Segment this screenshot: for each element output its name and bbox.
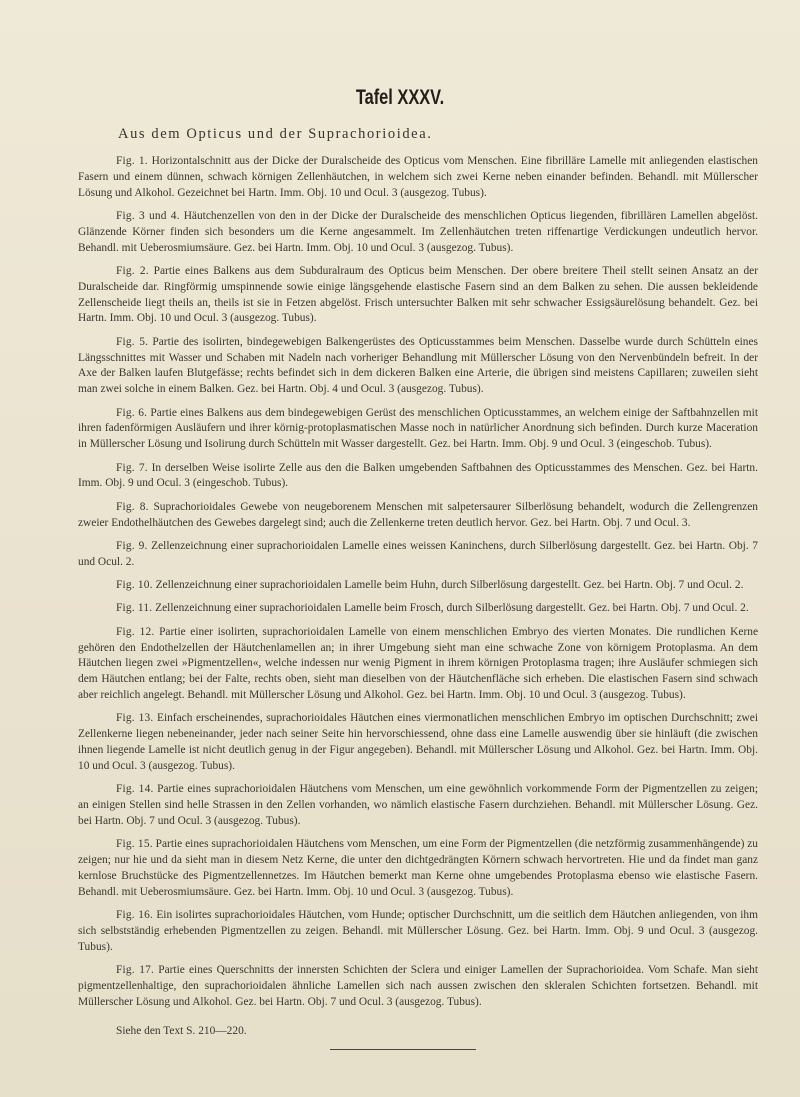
caption-label: Fig. 5. (116, 335, 149, 348)
caption-label: Fig. 2. (116, 264, 149, 277)
caption-fig-2 (78, 264, 758, 327)
caption-text: Partie des isolirten, bindegewebigen Balkengerüstes des Opticusstammes beim Menschen. Dasselbe wurde durch Schütteln eines Längsschnittes mit Wasser und Schaben mit Nadeln nach vorheriger Behandlung mit Müllerscher Lösung von den Nervenbündeln befreit. In der Axe der Balken laufen Blutgefässe; rechts befindet sich in dem dickeren Balken eine Arterie, die übrigen sind meistens Capillaren; zuweilen sieht man zwei solche in einem Balken. Gez. bei Hartn. Obj. 4 und Ocul. 3 (ausgezog. Tubus). (78, 335, 758, 396)
caption-text: Einfach erscheinendes, suprachorioidales Häutchen eines viermonatlichen menschlichen Embryo im optischen Durchschnitt; zwei Zellenkerne liegen nebeneinander, jeder nach seiner Seite hin hervorschiessend, ohne dass eine Lamelle auswendig über sie hinläuft (die zwischen ihnen liegende Lamelle ist nicht deutlich genug in der Figur angegeben). Behandl. mit Müllerscher Lösung und Alkohol. Gez. bei Hartn. Imm. Obj. 10 und Ocul. 3 (ausgezog. Tubus). (78, 712, 758, 772)
caption-text: Häutchenzellen von den in der Dicke der Duralscheide des menschlichen Opticus liegenden, fibrillären Lamellen abgelöst. Glänzende Körner finden sich besonders um die Kerne angesammelt. Im Zellenhäutchen treten riffenartige Verdickungen undeutlich hervor. Behandl. mit Ueberosmiumsäure. Gez. bei Hartn. Imm. Obj. 10 und Ocul. 3 (ausgezog. Tubus). (78, 209, 758, 254)
caption-fig-14 (78, 782, 758, 829)
caption-fig-15 (78, 837, 758, 900)
caption-label: Fig. 13. (116, 712, 154, 725)
caption-fig-3-4 (78, 209, 758, 256)
caption-text: Partie eines Querschnitts der innersten Schichten der Sclera und einiger Lamellen der Suprachorioidea. Vom Schafe. Man sieht pigmentzellenhaltige, den suprachorioidalen ähnliche Lamellen sich nach aussen zwischen den skleralen Schichten fortsetzen. Behandl. mit Müllerscher Lösung und Alkohol. Gez. bei Hartn. Obj. 7 und Ocul. 3 (ausgezog. Tubus). (78, 963, 758, 1008)
caption-text: Partie einer isolirten, suprachorioidalen Lamelle von einem menschlichen Embryo des vierten Monates. Die rundlichen Kerne gehören den Endothelzellen der Häutchenlamellen an; in ihrer Umgebung sieht man eine schwache Zone von körnigem Protoplasma. An dem Häutchen liegen zwei »Pigmentzellen«, welche indessen nur wenig Pigment in ihrem körnigen Protoplasma tragen; ihre Ausläufer schmiegen sich dem Häutchen entlang; bei der Falte, rechts oben, sieht man dieselben von der Häutchenfläche sich erheben. Die elastischen Fasern sind schwach aber reichlich angelegt. Behandl. mit Müllerscher Lösung und Alkohol. Gez. bei Hartn. Imm. Obj. 10 und Ocul. 3 (ausgezog. Tubus). (78, 625, 758, 702)
caption-text: Zellenzeichnung einer suprachorioidalen Lamelle eines weissen Kaninchens, durch Silberlösung dargestellt. Gez. bei Hartn. Obj. 7 und Ocul. 2. (78, 539, 758, 568)
caption-text: Partie eines suprachorioidalen Häutchens vom Menschen, um eine Form der Pigmentzellen (die netzförmig zusammenhängende) zu zeigen; nur hie und da sieht man in diesem Netz Kerne, die unter den dichtgedrängten Körnern schwach hervortreten. Hie und da findet man ganz kernlose Bruchstücke des Pigmentzellennetzes. Im Häutchen bemerkt man Kerne ohne umgebendes Protoplasma ebenso wie elastische Fasern. Behandl. mit Ueberosmiumsäure. Gez. bei Hartn. Imm. Obj. 10 und Ocul. 3 (ausgezog. Tubus). (78, 838, 758, 898)
caption-fig-8 (78, 500, 758, 532)
caption-text: Partie eines Balkens aus dem Subduralraum des Opticus beim Menschen. Der obere breitere Theil stellt seinen Ansatz an der Duralscheide dar. Ringförmig umspinnende sowie einige längsgehende elastische Fasern sind an dem Balken zu sehen. Die aussen bekleidende Zellenscheide liegt theils an, theils ist sie in Fetzen abgelöst. Frisch untersuchter Balken mit sehr schwacher Essigsäurelösung behandelt. Gez. bei Hartn. Imm. Obj. 10 und Ocul. 3 (ausgezog. Tubus). (78, 264, 758, 325)
caption-fig-5 (78, 335, 758, 398)
caption-label: Fig. 8. (116, 500, 149, 513)
caption-text: Partie eines suprachorioidalen Häutchens vom Menschen, um eine gewöhnlich vorkommende Form der Pigmentzellen zu zeigen; an einigen Stellen sind helle Strassen in den Zellen vorhanden, wo nämlich elastische Fasern durchziehen. Behandl. mit Müllerscher Lösung. Gez. bei Hartn. Obj. 7 und Ocul. 3 (ausgezog. Tubus). (78, 783, 758, 827)
caption-label: Fig. 1. (116, 155, 148, 167)
caption-fig-7 (78, 461, 758, 493)
caption-label: Fig. 7. (116, 461, 148, 474)
caption-fig-10 (78, 578, 758, 594)
caption-fig-9 (78, 539, 758, 571)
caption-text: Zellenzeichnung einer suprachorioidalen Lamelle beim Huhn, durch Silberlösung dargestellt. Gez. bei Hartn. Obj. 7 und Ocul. 2. (155, 579, 744, 592)
caption-label: Fig. 3 und 4. (116, 209, 180, 222)
plate-title: Tafel XXXV. (355, 86, 445, 109)
caption-fig-11 (78, 601, 758, 617)
caption-text: Partie eines Balkens aus dem bindegewebigen Gerüst des menschlichen Opticusstammes, an welchem einige der Saftbahnzellen mit ihren fadenförmigen Ausläufern und ihrer körnig-protoplasmatischen Masse noch in natürlicher Anordnung sich befinden. Durch kurze Maceration in Müllerscher Lösung und Isolirung durch Schütteln mit Wasser dargestellt. Gez. bei Hartn. Imm. Obj. 9 und Ocul. 3 (eingeschob. Tubus). (78, 406, 758, 451)
bottom-divider (330, 1049, 476, 1050)
caption-fig-17 (78, 963, 758, 1010)
caption-label: Fig. 9. (116, 539, 148, 552)
caption-text: Suprachorioidales Gewebe von neugeborenem Menschen mit salpetersaurer Silberlösung behandelt, wodurch die Zellengrenzen zweier Endothelhäutchen des Gewebes dargelegt sind; auch die Zellenkerne treten deutlich hervor. Gez. bei Hartn. Obj. 7 und Ocul. 3. (78, 500, 758, 529)
caption-text: In derselben Weise isolirte Zelle aus den die Balken umgebenden Saftbahnen des Opticusstammes des Menschen. Gez. bei Hartn. Imm. Obj. 9 und Ocul. 3 (eingeschob. Tubus). (78, 461, 758, 490)
caption-label: Fig. 15. (116, 838, 153, 851)
caption-fig-16 (78, 908, 758, 955)
caption-text: Ein isolirtes suprachorioidales Häutchen, vom Hunde; optischer Durchschnitt, um die seitlich dem Häutchen anliegenden, von ihm sich selbstständig erhebenden Pigmentzellen zu zeigen. Behandl. mit Müllerscher Lösung. Gez. bei Hartn. Imm. Obj. 9 und Ocul. 3 (ausgezog. Tubus). (78, 908, 758, 953)
caption-label: Fig. 10. (116, 579, 153, 592)
caption-label: Fig. 14. (116, 783, 154, 796)
caption-fig-1 (78, 154, 758, 201)
caption-label: Fig. 11. (116, 602, 153, 615)
caption-label: Fig. 6. (116, 406, 148, 419)
caption-fig-13 (78, 711, 758, 774)
see-text-reference: Siehe den Text S. 210—220. (116, 1025, 247, 1038)
caption-fig-6 (78, 406, 758, 453)
plate-subtitle: Aus dem Opticus und der Suprachorioidea. (118, 126, 433, 142)
caption-text: Horizontalschnitt aus der Dicke der Duralscheide des Opticus vom Menschen. Eine fibrilläre Lamelle mit anliegenden elastischen Fasern und einem dünnen, schwach körnigen Zellenhäutchen, in welchem sich zwei Kerne neben einander befinden. Behandl. mit Müllerscher Lösung und Alkohol. Gezeichnet bei Hartn. Imm. Obj. 10 und Ocul. 3 (ausgezog. Tubus). (78, 155, 758, 199)
caption-text: Zellenzeichnung einer suprachorioidalen Lamelle beim Frosch, durch Silberlösung dargestellt. Gez. bei Hartn. Obj. 7 und Ocul. 2. (155, 602, 749, 615)
caption-fig-12 (78, 625, 758, 704)
figure-captions (78, 154, 758, 1048)
caption-label: Fig. 17. (116, 963, 155, 976)
caption-label: Fig. 12. (116, 625, 155, 638)
caption-label: Fig. 16. (116, 908, 154, 921)
